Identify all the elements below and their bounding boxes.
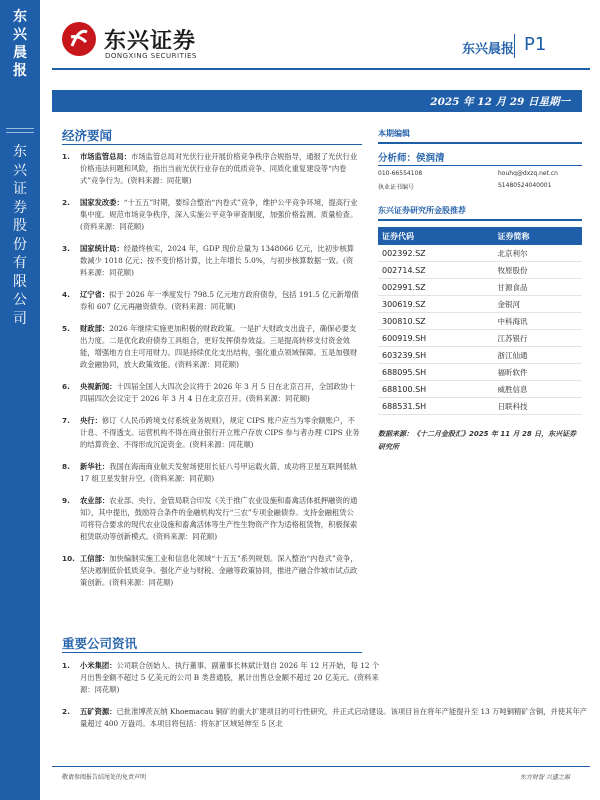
stock-name: 金银河 [493, 296, 582, 313]
news-item [62, 381, 360, 405]
news-source: 国家统计局： [80, 244, 124, 253]
sidebar-divider [6, 128, 34, 129]
stock-code: 002392.SZ [378, 245, 493, 262]
news-number: 10. [62, 554, 75, 563]
news-number: 8. [62, 462, 70, 471]
news-number: 7. [62, 416, 70, 425]
header-rule [52, 68, 590, 70]
stock-name: 浙江仙通 [493, 347, 582, 364]
news-body: “十五五”时期，要综合整治“内卷式”竞争，维护公平竞争环境，提高行业集中度。规范市场竞争秩序，深入实施公平竞争审查制度，加强价格监测、质量检查。(资料来源：同花顺) [80, 198, 358, 231]
news-source: 市场监管总局： [80, 152, 132, 161]
logo-emblem-icon [62, 22, 96, 56]
analyst-phone: 010-66554108 [378, 170, 423, 177]
section-rule [62, 652, 362, 653]
news-body: 公司联合创始人、执行董事、副董事长林斌计划自 2026 年 12 月开始，每 12 个月出售金额不超过 5 亿美元的公司 B 类普通股，累计出售总金额不超过 20 亿美元。(资料来源：同花顺) [80, 661, 380, 694]
logo-text-cn: 东兴证券 [104, 29, 197, 54]
header-separator [514, 34, 515, 58]
sidebar-char: 司 [13, 310, 27, 327]
news-number: 9. [62, 496, 70, 505]
news-number: 2. [62, 198, 70, 207]
column-header-code: 证券代码 [378, 227, 493, 245]
sidebar-char: 证 [13, 181, 27, 197]
sidebar-company-name [0, 143, 40, 328]
sidebar-report-name [0, 8, 40, 80]
news-body: 市场监管总局对光伏行业开展价格竞争秩序合规指导，通报了光伏行业价格违法问题和风险，指出当前光伏行业存在的低质竞争、同质化重复建设等“内卷式”竞争行为。(资料来源：同花顺) [80, 152, 358, 185]
company-news-list [62, 660, 587, 740]
news-number: 5. [62, 324, 70, 333]
sidebar-char: 股 [13, 218, 27, 234]
stock-picks-title: 东兴证券研究所金股推荐 [378, 206, 466, 215]
stock-code: 002991.SZ [378, 279, 493, 296]
news-number: 6. [62, 382, 70, 391]
news-item [62, 197, 360, 233]
logo-text-en: DONGXING SECURITIES [105, 52, 197, 60]
news-item [62, 151, 360, 187]
stock-name: 威胜信息 [493, 381, 582, 398]
stock-name: 江苏银行 [493, 330, 582, 347]
stock-code: 603239.SH [378, 347, 493, 364]
section-rule [378, 165, 582, 166]
page-number: P1 [524, 34, 547, 55]
news-item [62, 289, 360, 313]
economy-news-list [62, 151, 360, 599]
news-body: 拟于 2026 年一季度发行 798.5 亿元地方政府债券，包括 191.5 亿元新增债券和 607 亿元再融资债券。(资料来源：同花顺) [80, 290, 359, 311]
stock-code: 688100.SH [378, 381, 493, 398]
cert-number: S1480524040001 [498, 182, 552, 189]
table-row [378, 313, 582, 330]
news-source: 央视新闻： [80, 382, 117, 391]
date-bar [52, 90, 582, 112]
news-body: 农业部、央行、金管局联合印发《关于推广农业设施和畜禽活体抵押融资的通知》，其中提出，鼓励符合条件的金融机构发行“三农”专项金融债券。支持金融租赁公司将符合要求的现代农业设施和畜禽活体等生产性生物资产作为适格租赁物，积极探索租赁联动等创新模式。(资料来源：同花顺) [80, 496, 358, 541]
news-source: 财政部： [80, 324, 110, 333]
sidebar-char: 报 [13, 63, 27, 79]
news-source: 农业部： [80, 496, 110, 505]
table-row [378, 296, 582, 313]
analyst-email[interactable]: houhq@dxzq.net.cn [498, 170, 558, 177]
news-number: 2. [62, 707, 70, 716]
news-source: 央行： [80, 416, 102, 425]
stock-code: 300619.SZ [378, 296, 493, 313]
news-body: 加快编制实施工业和信息化领域“十五五”系列规划。深入整治“内卷式”竞争，坚决遏制低价低质竞争。强化产业与财税、金融等政策协同，推进产融合作城市试点政策创新。(资料来源：同花顺) [80, 554, 358, 587]
news-number: 3. [62, 244, 70, 253]
table-row [378, 347, 582, 364]
news-item [62, 660, 380, 696]
table-row [378, 245, 582, 262]
footer-rule [52, 766, 590, 767]
stock-code: 600919.SH [378, 330, 493, 347]
news-number: 4. [62, 290, 70, 299]
table-header-row [378, 227, 582, 245]
sidebar-char: 公 [13, 292, 27, 308]
news-number: 1. [62, 152, 70, 161]
sidebar-char: 份 [13, 236, 27, 253]
stock-code: 002714.SZ [378, 262, 493, 279]
table-row [378, 279, 582, 296]
news-body: 经最终核实，2024 年，GDP 现价总量为 1348066 亿元，比初步核算数减少 1018 亿元；按不变价格计算，比上年增长 5.0%，与初步核算数据一致。(资料来源：同花顺) [80, 244, 354, 277]
stock-code: 300810.SZ [378, 313, 493, 330]
report-date: 2025 年 12 月 29 日星期一 [430, 96, 570, 108]
news-item [62, 243, 360, 279]
stock-picks-table [378, 227, 582, 415]
report-title: 东兴晨报 [462, 42, 515, 57]
news-item [62, 706, 590, 730]
sidebar-char: 兴 [13, 27, 27, 43]
news-body: 修订《人民币跨境支付系统业务规则》，规定 CIPS 账户应当为零余额账户，不计息、不得透支。运营机构不得在商业银行开立账户存放 CIPS 参与者办理 CIPS 业务的结算资金、不得形成沉淀资金。(资料来源：同花顺) [80, 416, 360, 449]
left-sidebar [0, 0, 40, 800]
stock-name: 北京利尔 [493, 245, 582, 262]
table-row [378, 330, 582, 347]
company-section-title: 重要公司资讯 [62, 636, 138, 651]
column-header-name: 证券简称 [493, 227, 582, 245]
stock-name: 中科海讯 [493, 313, 582, 330]
news-body: 我国在海南商业航天发射场使用长征八号甲运载火箭，成功将卫星互联网低轨 17 组卫星发射升空。(资料来源：同花顺) [80, 462, 358, 483]
sidebar-divider [6, 132, 34, 133]
stock-name: 牧原股份 [493, 262, 582, 279]
stock-code: 688531.SH [378, 398, 493, 415]
section-rule [378, 142, 582, 144]
economy-section-title: 经济要闻 [62, 128, 113, 143]
sidebar-char: 券 [13, 199, 27, 216]
section-rule [62, 144, 362, 145]
sidebar-char: 限 [13, 273, 27, 290]
news-item [62, 461, 360, 485]
news-item [62, 323, 360, 371]
news-item [62, 415, 360, 451]
news-item [62, 553, 360, 589]
news-source: 小米集团： [80, 661, 117, 670]
table-row [378, 262, 582, 279]
analyst-name: 分析师：侯润清 [378, 153, 445, 164]
sidebar-char: 兴 [13, 162, 27, 179]
stock-name: 福昕软件 [493, 364, 582, 381]
table-row [378, 381, 582, 398]
news-source: 国家发改委： [80, 198, 124, 207]
stock-name: 甘源食品 [493, 279, 582, 296]
table-source-note: 数据来源：《十二月金股汇》2025 年 11 月 28 日，东兴证券研究所 [378, 430, 577, 451]
sidebar-char: 有 [13, 255, 27, 271]
footer-disclaimer: 敬请参阅报告结尾处的免责声明 [62, 774, 147, 781]
section-rule [378, 219, 582, 221]
sidebar-char: 东 [13, 9, 27, 25]
table-row [378, 364, 582, 381]
table-row [378, 398, 582, 415]
news-number: 1. [62, 661, 70, 670]
news-body: 已批准博茨瓦纳 Khoemacau 铜矿的重大扩建项目的可行性研究，并正式启动建设。该项目旨在将年产能提升至 13 万吨铜精矿含铜，并使其年产量超过 400 万盎司。本项目将包括：将东扩区域延伸至 5 区北 [80, 707, 587, 728]
sidebar-char: 东 [13, 144, 27, 160]
news-source: 新华社： [80, 462, 110, 471]
footer-slogan: 东方财智 兴盛之源 [520, 774, 570, 781]
news-source: 工信部： [80, 554, 110, 563]
news-source: 五矿资源： [80, 707, 117, 716]
editor-section-title: 本期编辑 [378, 129, 410, 138]
news-body: 2026 年继续实施更加积极的财政政策。一是扩大财政支出盘子，确保必要支出力度。二是优化政府债券工具组合，更好发挥债券效益。三是提高转移支付资金效能，增强地方自主可用财力。四是持续优化支出结构，强化重点领域保障。五是加强财政金融协同，放大政策效能。(资料来源：同花顺) [80, 324, 358, 369]
news-source: 辽宁省： [80, 290, 110, 299]
sidebar-char: 晨 [13, 45, 27, 61]
news-body: 十四届全国人大四次会议将于 2026 年 3 月 5 日在北京召开，全国政协十四届四次会议定于 2026 年 3 月 4 日在北京召开。(资料来源：同花顺) [80, 382, 356, 403]
cert-label: 执业证书编号 [378, 184, 415, 191]
stock-code: 688095.SH [378, 364, 493, 381]
news-item [62, 495, 360, 543]
stock-name: 日联科技 [493, 398, 582, 415]
